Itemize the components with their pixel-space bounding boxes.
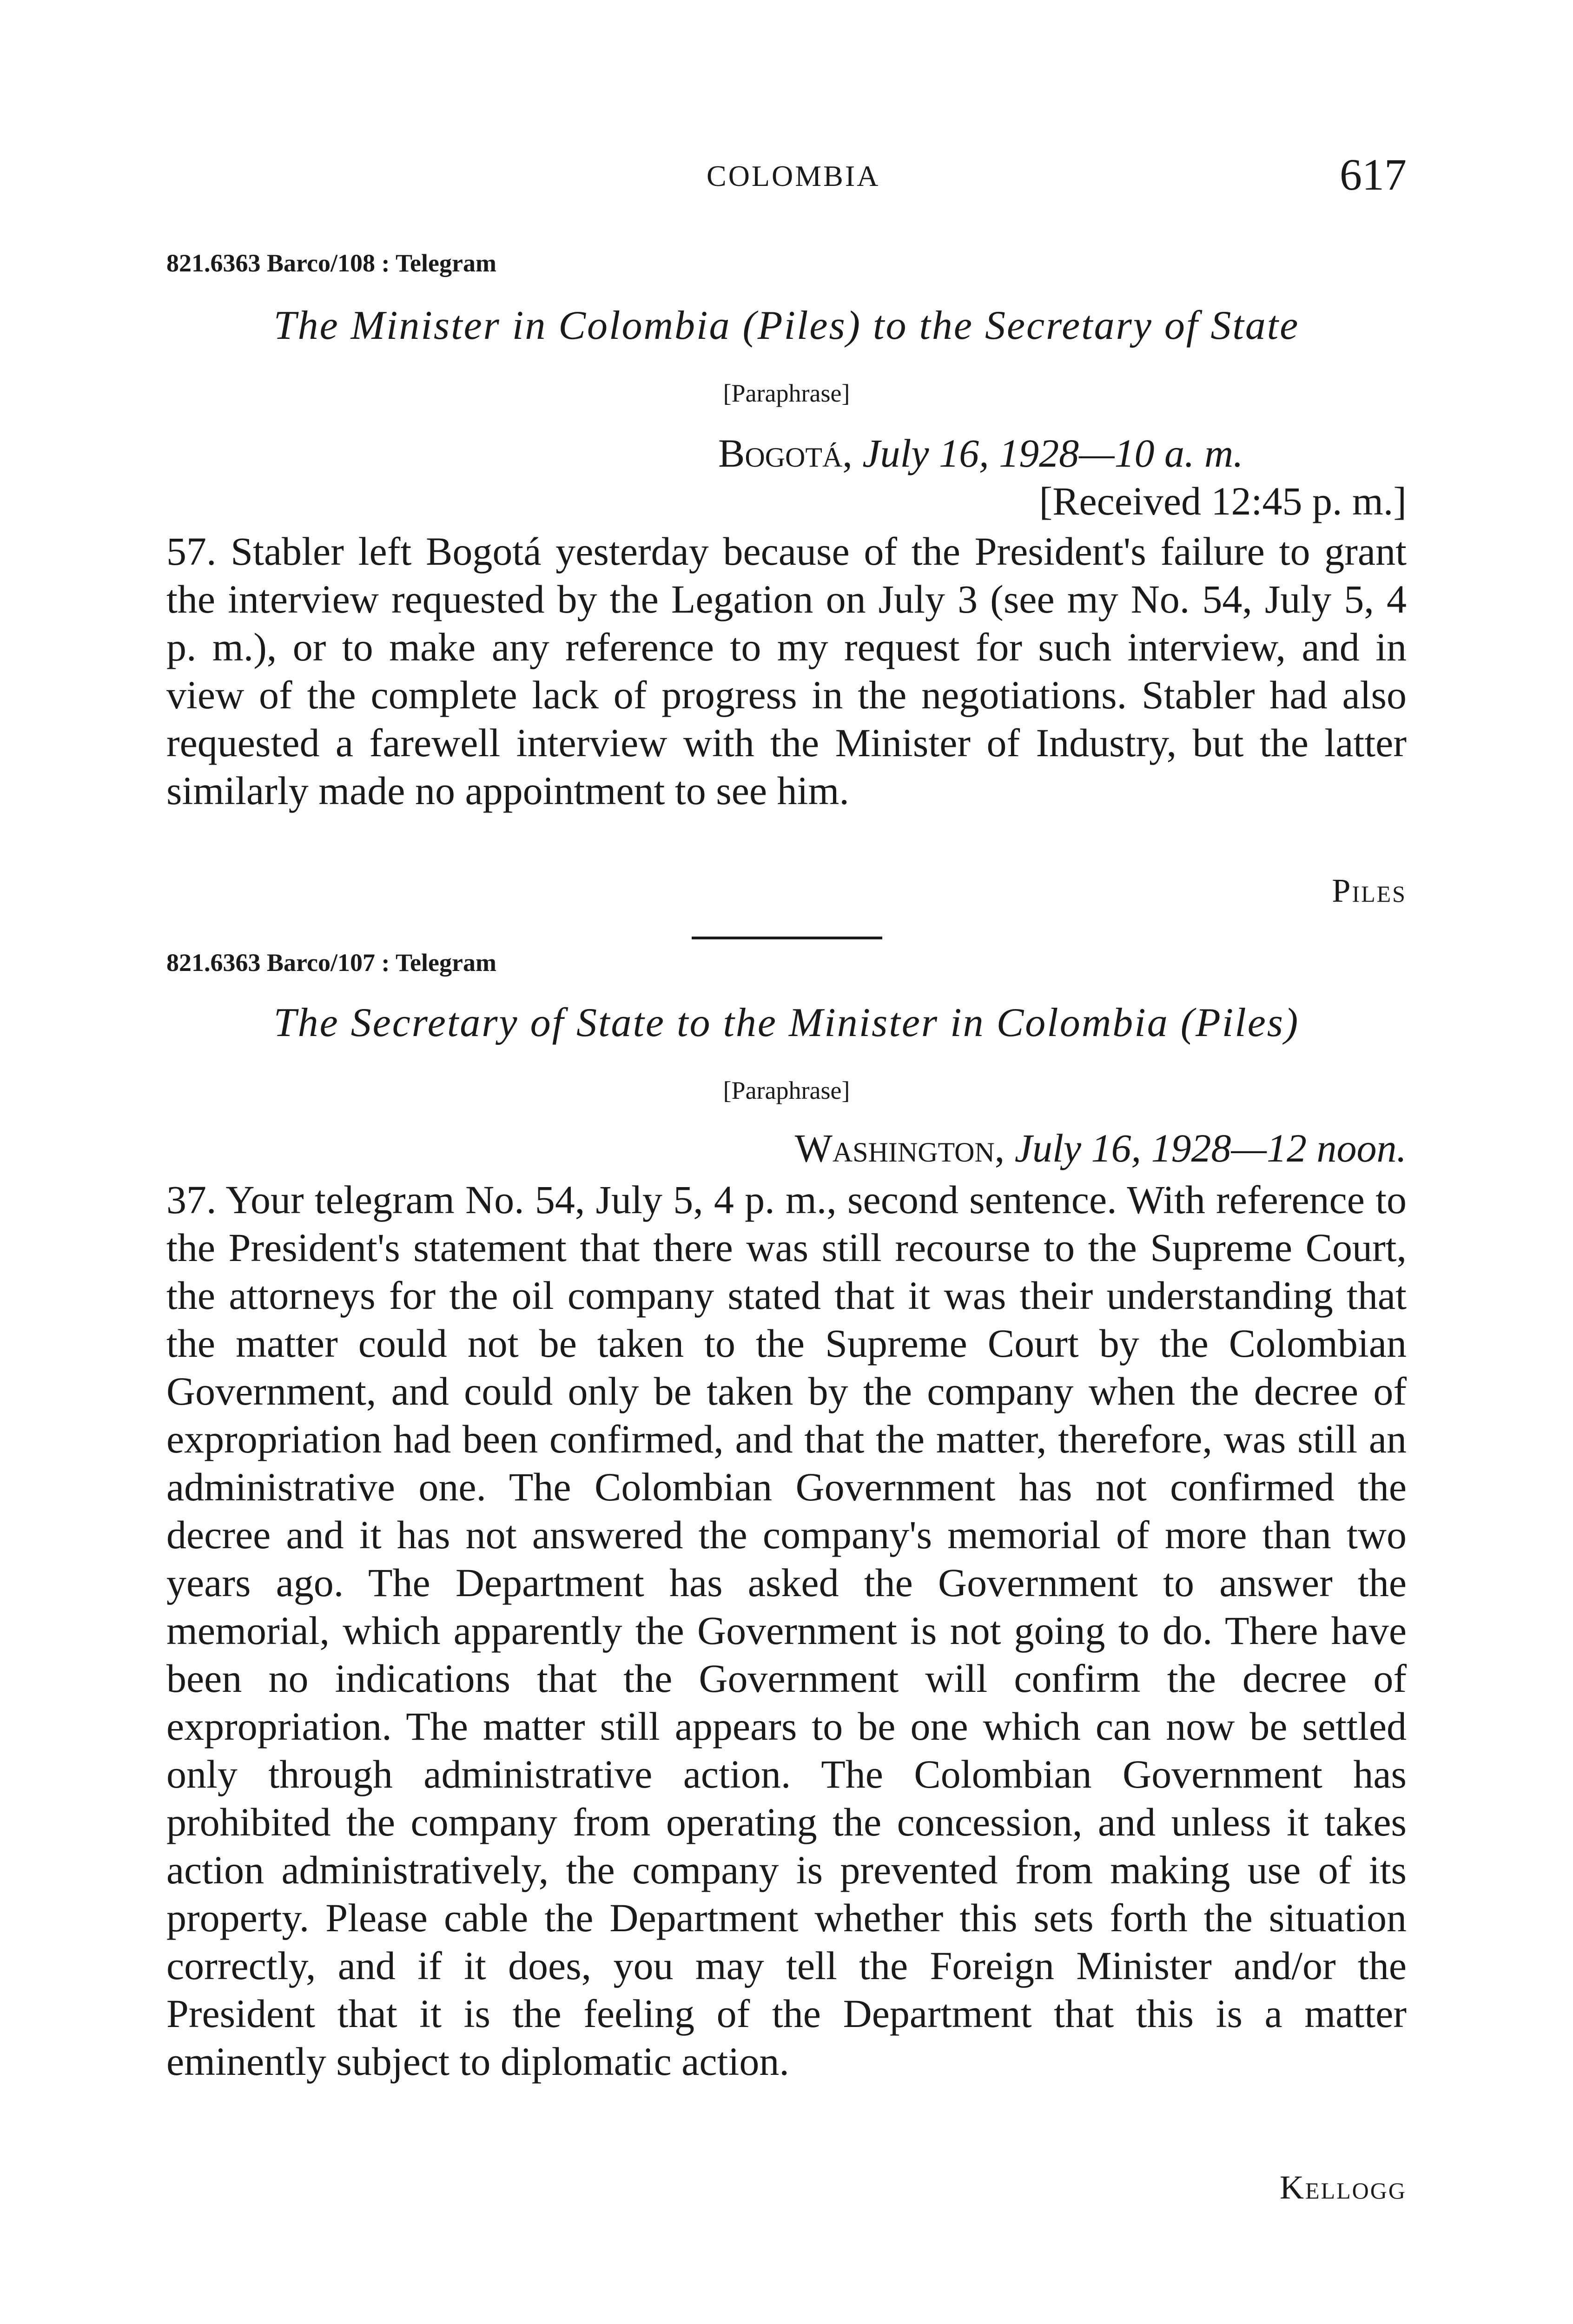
- received-note-1: [Received 12:45 p. m.]: [1039, 479, 1407, 523]
- document-heading-2: The Secretary of State to the Minister in Colombia (Piles): [273, 1000, 1300, 1045]
- dateline-2: [795, 1125, 1407, 1171]
- dateline-date-1: July 16, 1928—10 a. m.: [862, 431, 1243, 475]
- section-divider: [692, 937, 882, 939]
- telegram-body-2: 37. Your telegram No. 54, July 5, 4 p. m., second sentence. With reference to the President's statement that there was still recourse to the Supreme Court, the attorneys for the oil company stated that it was their understanding that the matter could not be taken to the Supreme Court by the Colombian Government, and could only be taken by the company when the decree of expropriation had been confirmed, and that the matter, therefore, was still an administrative one. The Colombian Government has not confirmed the decree and it has not answered the company's memorial of more than two years ago. The Department has asked the Government to answer the memorial, which apparently the Government is not going to do. There have been no indications that the Government will confirm the decree of expropriation. The matter still appears to be one which can now be settled only through administrative action. The Colombian Government has prohibited the company from operating the concession, and unless it takes action administratively, the company is prevented from making use of its property. Please cable the Department whether this sets forth the situation correctly, and if it does, you may tell the Foreign Minister and/or the President that it is the feeling of the Department that this is a matter eminently subject to diplomatic action.: [166, 1177, 1407, 2084]
- document-heading-1: The Minister in Colombia (Piles) to the Secretary of State: [273, 303, 1300, 348]
- signature-2: Kellogg: [1280, 2169, 1407, 2206]
- paraphrase-note-2: [Paraphrase]: [723, 1076, 850, 1104]
- file-reference-2: 821.6363 Barco/107 : Telegram: [166, 949, 496, 977]
- signature-1: Piles: [1332, 872, 1407, 909]
- page-number: 617: [1340, 150, 1407, 199]
- paraphrase-note-1: [Paraphrase]: [723, 379, 850, 407]
- dateline-place-1: Bogotá,: [718, 431, 853, 475]
- running-header: [0, 149, 1573, 205]
- telegram-body-1: 57. Stabler left Bogotá yesterday because of the President's failure to grant the interview requested by the Legation on July 3 (see my No. 54, July 5, 4 p. m.), or to make any reference to my request for such interview, and in view of the complete lack of progress in the negotiations. Stabler had also requested a farewell interview with the Minister of Industry, but the latter similarly made no appointment to see him.: [166, 529, 1407, 813]
- dateline-date-2: July 16, 1928—12 noon.: [1014, 1126, 1407, 1170]
- dateline-1: [718, 430, 1243, 476]
- running-title: COLOMBIA: [707, 159, 880, 192]
- dateline-place-2: Washington,: [794, 1126, 1005, 1170]
- file-reference-1: 821.6363 Barco/108 : Telegram: [166, 249, 496, 277]
